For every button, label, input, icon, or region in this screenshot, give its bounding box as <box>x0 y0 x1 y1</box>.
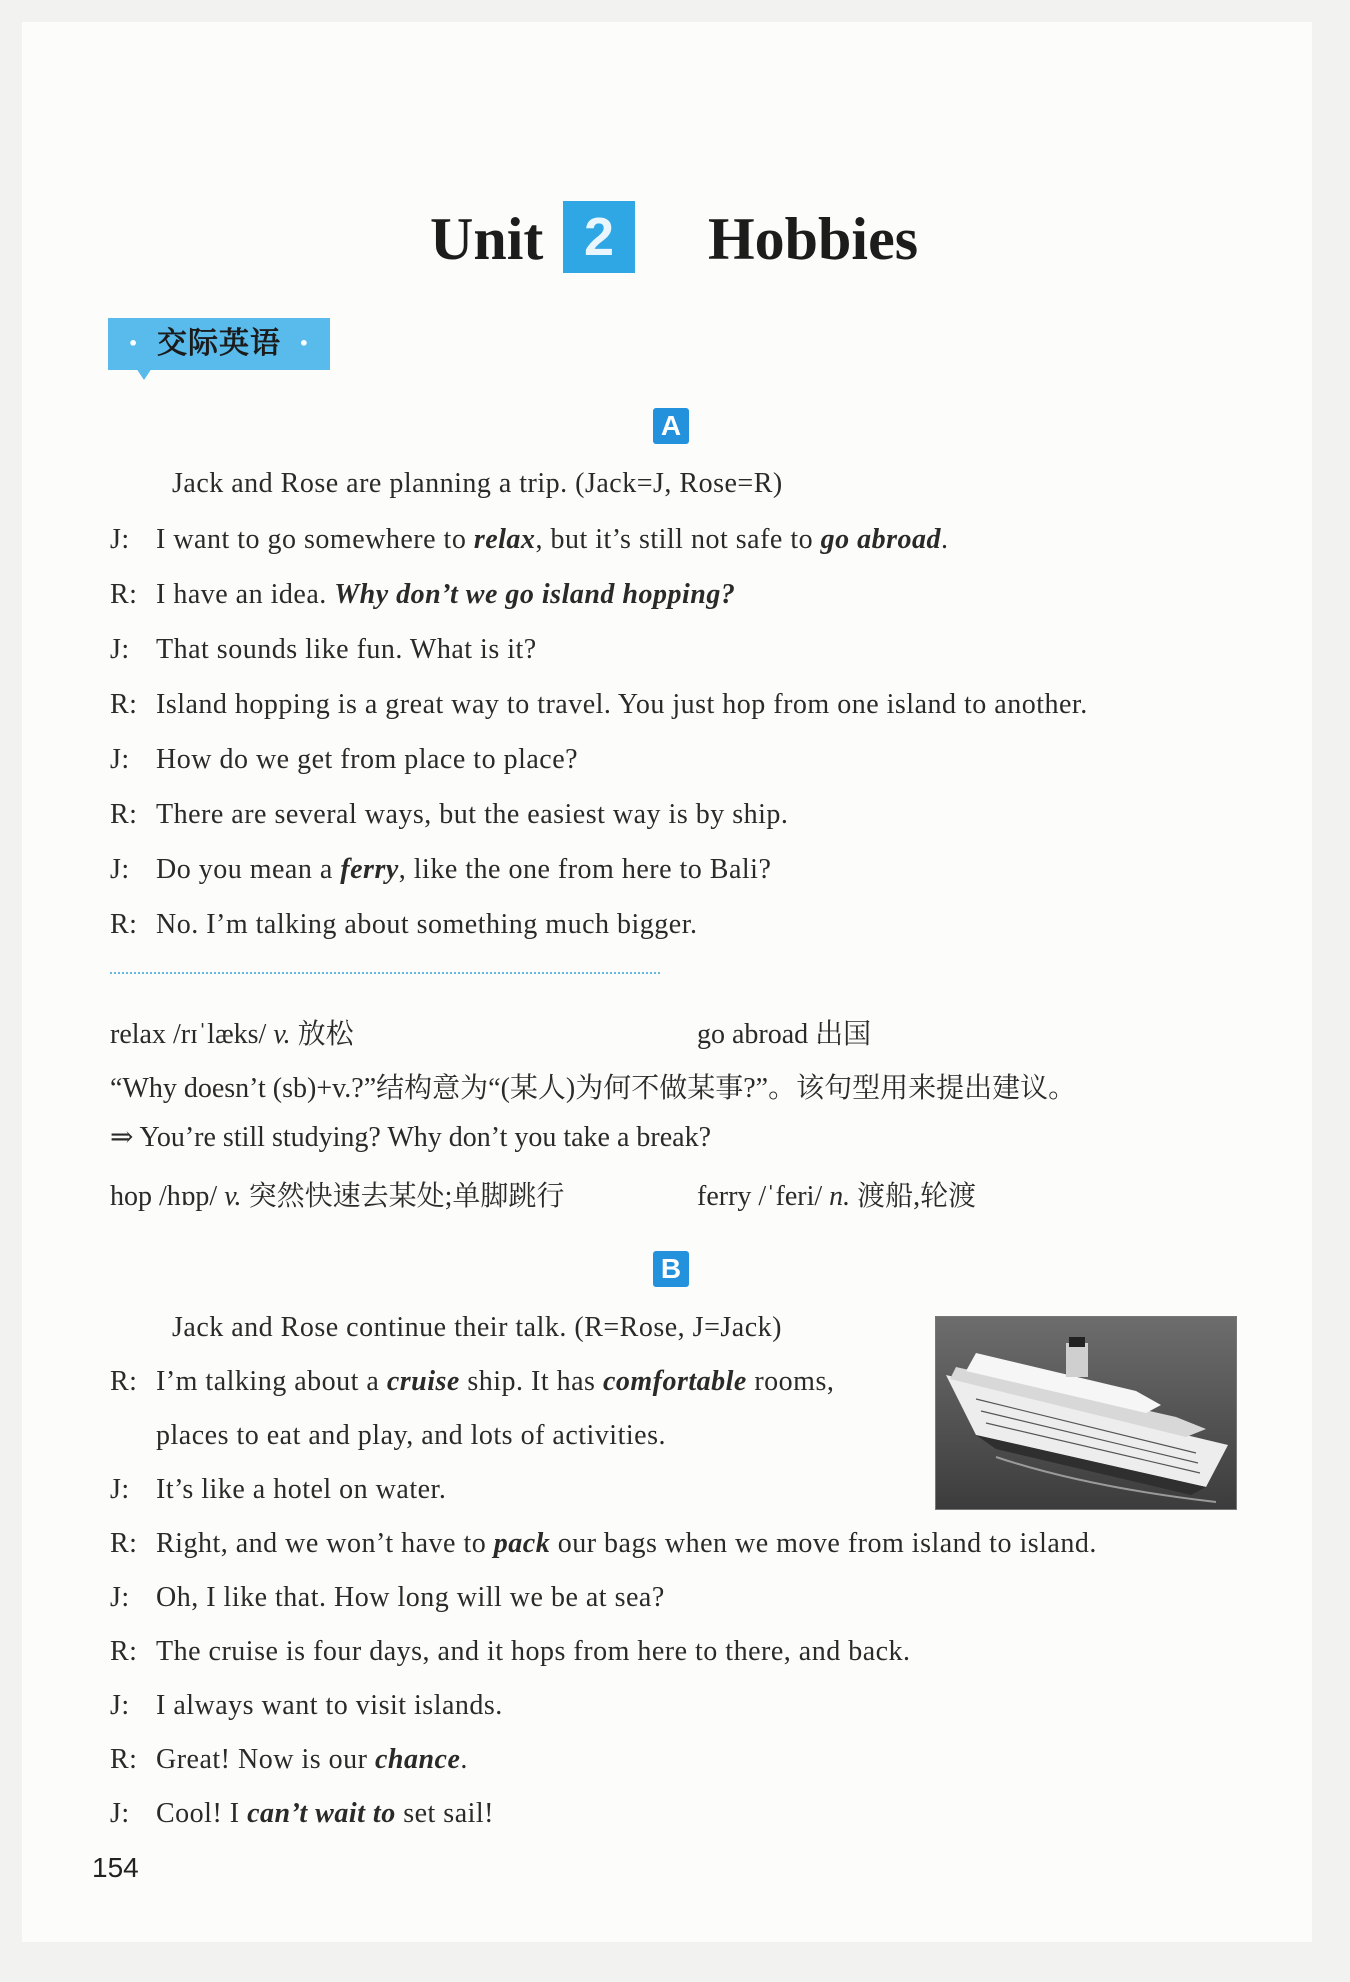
dialogue-line <box>110 1798 494 1830</box>
dialogue-text: rooms, <box>746 1366 835 1397</box>
key-phrase: go abroad <box>820 524 942 555</box>
dialogue-text: . <box>460 1744 468 1775</box>
cruise-ship-image <box>935 1316 1237 1510</box>
dialogue-line <box>110 524 949 556</box>
vocab-hop-word: hop <box>110 1181 152 1212</box>
part-a-badge: A <box>653 408 689 444</box>
speaker-label: J: <box>110 854 130 885</box>
speaker-label: R: <box>110 1636 138 1667</box>
dialogue-line <box>110 1744 468 1776</box>
dialogue-line <box>110 634 537 666</box>
vocab-ferry <box>697 1174 976 1214</box>
dialogue-text: No. I’m talking about something much bigger. <box>156 909 698 940</box>
dialogue-text: Cool! I <box>156 1798 248 1829</box>
speaker-label: R: <box>110 799 138 830</box>
speaker-label: R: <box>110 1744 138 1775</box>
arrow-icon: ⇒ <box>110 1122 134 1153</box>
dialogue-line <box>110 744 578 776</box>
dialogue-line <box>110 1474 446 1506</box>
vocab-ferry-ipa: /ˈferi/ <box>758 1181 823 1212</box>
dialogue-text: Great! Now is our <box>156 1744 375 1775</box>
vocab-ferry-pos: n. <box>829 1181 851 1212</box>
speaker-label: R: <box>110 909 138 940</box>
part-a-intro: Jack and Rose are planning a trip. (Jack=J, Rose=R) <box>172 468 783 499</box>
dialogue-text: I always want to visit islands. <box>156 1690 503 1721</box>
vocab-hop-ipa: /hɒp/ <box>159 1181 218 1212</box>
dialogue-text: There are several ways, but the easiest way is by ship. <box>156 799 789 830</box>
key-phrase: relax <box>473 524 536 555</box>
dialogue-text: . <box>941 524 949 555</box>
part-b-intro: Jack and Rose continue their talk. (R=Rose, J=Jack) <box>172 1312 782 1343</box>
vocab-abroad: go abroad 出国 <box>697 1019 872 1050</box>
dialogue-text: The cruise is four days, and it hops from here to there, and back. <box>156 1636 911 1667</box>
speaker-label: J: <box>110 1474 130 1505</box>
speaker-label: J: <box>110 744 130 775</box>
section-tag-label: 交际英语 <box>157 326 281 361</box>
dialogue-line <box>110 854 771 886</box>
dialogue-line <box>110 689 1088 721</box>
unit-topic: Hobbies <box>708 206 919 272</box>
speaker-label: J: <box>110 524 130 555</box>
dialogue-text: ship. It has <box>459 1366 603 1397</box>
key-phrase: Why don’t we go island hopping? <box>334 579 736 610</box>
dialogue-text: That sounds like fun. What is it? <box>156 634 537 665</box>
unit-number-badge: 2 <box>563 201 635 273</box>
key-phrase: ferry <box>340 854 399 885</box>
dialogue-text: Island hopping is a great way to travel. You just hop from one island to another. <box>156 689 1088 720</box>
vocab-relax-ipa: /rɪˈlæks/ <box>172 1019 267 1050</box>
vocab-relax-cn: 放松 <box>297 1019 354 1050</box>
speaker-label: J: <box>110 1798 130 1829</box>
speaker-label: J: <box>110 634 130 665</box>
speaker-label: R: <box>110 689 138 720</box>
unit-word: Unit <box>430 206 544 272</box>
dialogue-line <box>110 1690 503 1722</box>
dialogue-line <box>110 1528 1097 1560</box>
dialogue-text: How do we get from place to place? <box>156 744 579 775</box>
key-phrase: comfortable <box>602 1366 747 1397</box>
speaker-label: R: <box>110 1528 138 1559</box>
dialogue-text: Right, and we won’t have to <box>156 1528 494 1559</box>
dialogue-line <box>110 909 697 941</box>
vocab-hop-cn: 突然快速去某处;单脚跳行 <box>248 1181 565 1212</box>
speaker-label: J: <box>110 1582 130 1613</box>
dialogue-text: , but it’s still not safe to <box>535 524 821 555</box>
section-divider <box>110 972 660 974</box>
vocab-hop <box>110 1174 564 1214</box>
dialogue-line <box>110 1366 834 1398</box>
dialogue-text: Do you mean a <box>156 854 341 885</box>
dialogue-line <box>110 1420 666 1452</box>
dialogue-text: , like the one from here to Bali? <box>398 854 772 885</box>
vocab-ferry-word: ferry <box>697 1181 752 1212</box>
dialogue-text: I want to go somewhere to <box>156 524 474 555</box>
dialogue-line <box>110 799 788 831</box>
page-number: 154 <box>92 1852 139 1883</box>
vocab-hop-pos: v. <box>224 1181 242 1212</box>
dialogue-text: places to eat and play, and lots of activities. <box>156 1420 666 1451</box>
vocab-relax <box>110 1012 354 1052</box>
key-phrase: can’t wait to <box>247 1798 396 1829</box>
key-phrase: chance <box>374 1744 461 1775</box>
vocab-ferry-cn: 渡船,轮渡 <box>857 1181 977 1212</box>
vocab-example-text: You’re still studying? Why don’t you take a break? <box>139 1122 712 1153</box>
dialogue-text: It’s like a hotel on water. <box>156 1474 447 1505</box>
dialogue-text: I’m talking about a <box>156 1366 387 1397</box>
part-b-badge: B <box>653 1251 689 1287</box>
dialogue-line <box>110 1636 911 1668</box>
speech-tail-icon <box>136 368 152 380</box>
speaker-label: R: <box>110 579 138 610</box>
speaker-label: J: <box>110 1690 130 1721</box>
vocab-example <box>110 1120 711 1154</box>
vocab-pattern-note: “Why doesn’t (sb)+v.?”结构意为“(某人)为何不做某事?”。该句型用来提出建议。 <box>110 1073 1077 1104</box>
key-phrase: pack <box>493 1528 551 1559</box>
vocab-relax-pos: v. <box>273 1019 291 1050</box>
speaker-label: R: <box>110 1366 138 1397</box>
vocab-relax-word: relax <box>110 1019 166 1050</box>
dialogue-text: set sail! <box>395 1798 494 1829</box>
section-tag <box>108 318 330 370</box>
dialogue-text: I have an idea. <box>156 579 335 610</box>
dialogue-line <box>110 1582 665 1614</box>
dialogue-text: Oh, I like that. How long will we be at sea? <box>156 1582 665 1613</box>
dialogue-text: our bags when we move from island to island. <box>550 1528 1097 1559</box>
dialogue-line <box>110 579 735 611</box>
key-phrase: cruise <box>386 1366 460 1397</box>
